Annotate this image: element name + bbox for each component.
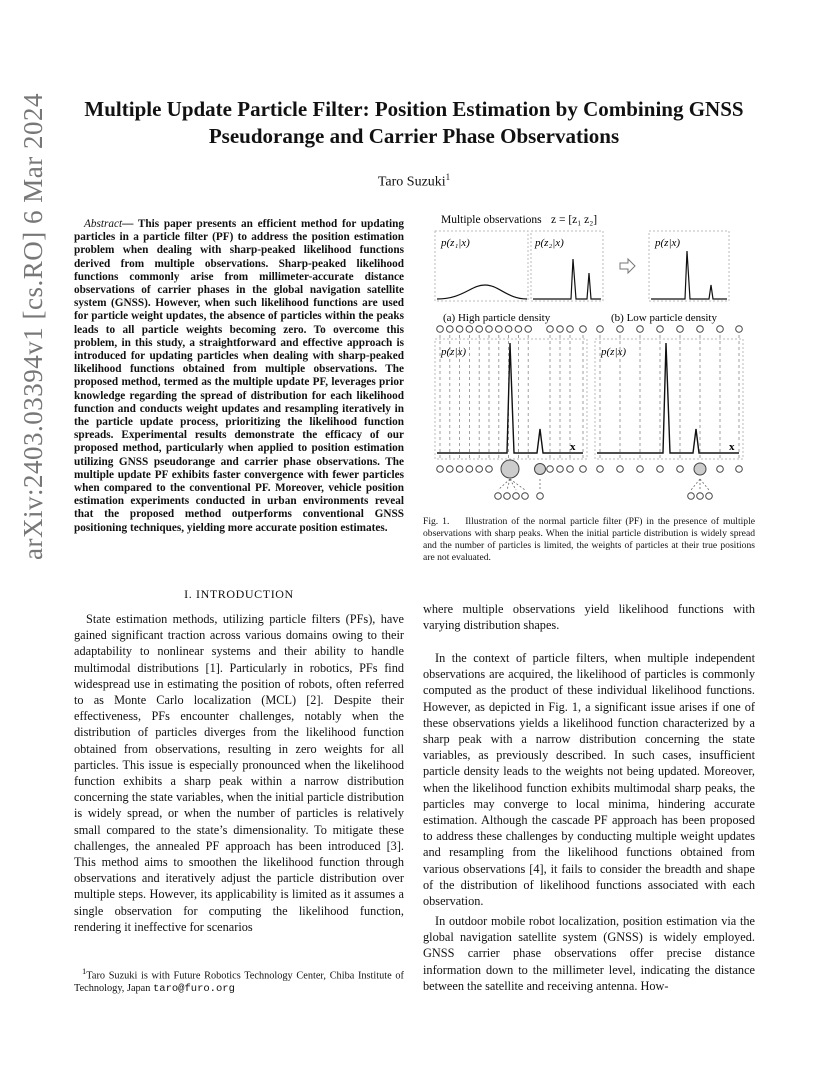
resampled-particle bbox=[522, 493, 529, 500]
figure-1-illustration bbox=[423, 205, 755, 505]
abstract-body: This paper presents an efficient method for updating particles in a particle filter (PF) to address the position estimation problem when dealing with sharp-peaked likelihood functions derived from multiple observations. Sharp-peaked likelihood functions commonly arise from millimeter-accurate distance observations of carrier phases in the global navigation satellite system (GNSS). However, when such likelihood functions are used for particle weight updates, the absence of particles within the peaks leads to all particle weights becoming zero. To overcome this problem, in this study, a straightforward and effective approach is introduced for updating particles when dealing with sharp-peaked likelihood functions obtained from multiple observations. The proposed method, termed as the multiple update PF, leverages prior knowledge regarding the spread of distribution for each likelihood function and conducts weight updates and resampling iteratively in the particle update process, prioritizing the likelihood function spreads. Experimental results demonstrate the efficacy of our proposed method, particularly when applied to position estimation utilizing GNSS pseudorange and carrier phase observations. The multiple update PF exhibits faster convergence with fewer particles when compared to the conventional PF. Moreover, vehicle position estimation experiments conducted in urban environments reveal that the proposed method outperforms conventional GNSS positioning techniques, yielding more accurate position estimates. bbox=[74, 218, 404, 534]
panel-b-likelihood-label: p(z|x) bbox=[601, 346, 627, 358]
particle bbox=[717, 466, 724, 473]
particle bbox=[447, 466, 454, 473]
likelihood-curve-2 bbox=[533, 259, 601, 299]
caption-text: Illustration of the normal particle filter (PF) in the presence of multiple observations with sharp peaks. When the initial particle distribution is widely spread and the number of particles is limited, the weights of particles at their true positions are not evaluated. bbox=[423, 516, 755, 563]
particle bbox=[567, 466, 574, 473]
resampled-particle bbox=[537, 493, 544, 500]
particle bbox=[547, 326, 554, 333]
likelihood-curve-combined bbox=[651, 251, 727, 299]
particle bbox=[476, 466, 483, 473]
particle bbox=[557, 466, 564, 473]
particle bbox=[466, 466, 473, 473]
panel-b-particles-top bbox=[597, 326, 743, 333]
resample-arrow bbox=[691, 479, 700, 490]
particle bbox=[580, 466, 587, 473]
likelihood-label-1: p(z₁|x) bbox=[441, 237, 470, 249]
resampled-particles bbox=[495, 479, 713, 499]
panel-a-particles-top bbox=[437, 326, 587, 333]
particle bbox=[617, 326, 624, 333]
particle bbox=[637, 466, 644, 473]
weighted-particle bbox=[501, 460, 519, 478]
particle bbox=[456, 326, 463, 333]
author-email: taro@furo.org bbox=[152, 982, 235, 995]
particle bbox=[580, 326, 587, 333]
resample-arrow bbox=[510, 479, 516, 490]
resampled-particle bbox=[697, 493, 704, 500]
panel-a-likelihood-label: p(z|x) bbox=[441, 346, 467, 358]
likelihood-label-combined: p(z|x) bbox=[655, 237, 681, 249]
particle bbox=[637, 326, 644, 333]
particle bbox=[717, 326, 724, 333]
introduction-paragraph: State estimation methods, utilizing particle filters (PFs), have gained significant traction across various domains owing to their adaptability to nonlinear systems and their ability to handle multimodal distributions [1]. Particularly in robotics, PFs find widespread use in estimating the position of robots, often referred to as Monte Carlo localization (MCL) [2]. Despite their effectiveness, PFs encounter challenges, notably when the distribution of particles diverges from the likelihood function obtained from observations, resulting in zero weights for all particles. This issue is especially pronounced when the likelihood function exhibits a sharp peak within a narrow distribution concerning the state variables, when the initial particle distribution is widely spread, or when the number of particles is relatively small compared to the state’s dimensionality. To mitigate these challenges, the annealed PF approach has been introduced [3]. This method aims to smoothen the likelihood function through observations and iteratively adjust the particle distribution over multiple steps. However, its applicability is limited as it assumes a single observation for computing the likelihood function, rendering it ineffective for scenarios bbox=[74, 612, 404, 934]
panel-b-label: (b) Low particle density bbox=[611, 312, 717, 324]
particle bbox=[496, 326, 503, 333]
author-line bbox=[0, 172, 828, 191]
resampled-particle bbox=[688, 493, 695, 500]
particle bbox=[456, 466, 463, 473]
particle bbox=[437, 326, 444, 333]
particle bbox=[437, 466, 444, 473]
particle bbox=[657, 466, 664, 473]
particle bbox=[617, 466, 624, 473]
likelihood-label-2: p(z₂|x) bbox=[535, 237, 564, 249]
particle bbox=[677, 466, 684, 473]
caption-label: Fig. 1. bbox=[423, 516, 450, 527]
particle bbox=[447, 326, 454, 333]
panel-b-likelihood-curve bbox=[597, 343, 739, 453]
weighted-particle bbox=[535, 464, 546, 475]
particle bbox=[657, 326, 664, 333]
particle bbox=[515, 326, 522, 333]
particle bbox=[677, 326, 684, 333]
particle bbox=[525, 326, 532, 333]
resampled-particle bbox=[495, 493, 502, 500]
affiliation-footnote bbox=[74, 965, 404, 995]
panel-b-particles-weighted bbox=[597, 463, 743, 475]
particle bbox=[486, 466, 493, 473]
resampled-particle bbox=[513, 493, 520, 500]
arxiv-identifier: arXiv:2403.03394v1 [cs.RO] 6 Mar 2024 bbox=[18, 93, 48, 560]
section-title-introduction: I. INTRODUCTION bbox=[184, 587, 294, 601]
abstract: Abstract— This paper presents an efficient method for updating particles in a particle filter (PF) to address the position estimation problem when dealing with sharp-peaked likelihood functions derived from multiple observations. Sharp-peaked likelihood functions commonly arise from millimeter-accurate distance observations of carrier phases in the global navigation satellite system (GNSS). However, when such likelihood functions are used for particle weight updates, the absence of particles within the peaks leads to all particle weights becoming zero. To overcome this problem, in this study, a straightforward and effective approach is introduced for updating particles when dealing with sharp-peaked likelihood functions obtained from multiple observations. The proposed method, termed as the multiple update PF, leverages prior knowledge regarding the spread of distribution for each likelihood function and conducts weight updates and resampling iteratively in the particle update process, prioritizing the likelihood function spreads. Experimental results demonstrate the efficacy of our proposed method, particularly when applied to position estimation utilizing GNSS pseudorange and carrier phase observations. The multiple update PF exhibits faster convergence with fewer particles when compared to the conventional PF. Moreover, vehicle position estimation experiments conducted in urban environments reveal that the proposed method outperforms conventional GNSS positioning techniques, yielding more accurate position estimates. bbox=[74, 218, 404, 534]
author-affiliation-mark: 1 bbox=[445, 172, 451, 182]
particle bbox=[736, 326, 743, 333]
paper-title: Multiple Update Particle Filter: Position Estimation by Combining GNSS Pseudorange and Carrier Phase Observations bbox=[84, 97, 744, 148]
figure-1 bbox=[423, 205, 755, 505]
panel-a-label: (a) High particle density bbox=[443, 312, 551, 324]
particle bbox=[486, 326, 493, 333]
likelihood-curve-1 bbox=[437, 285, 527, 299]
particle bbox=[567, 326, 574, 333]
resample-arrow bbox=[700, 479, 709, 490]
right-column-paragraph-1: where multiple observations yield likelihood functions with varying distribution shapes. bbox=[423, 602, 755, 633]
figure-caption bbox=[423, 516, 755, 564]
resample-arrow bbox=[507, 479, 510, 490]
particle bbox=[736, 466, 743, 473]
resampled-particle bbox=[706, 493, 713, 500]
weighted-particle bbox=[694, 463, 706, 475]
author-name: Taro Suzuki bbox=[377, 174, 446, 190]
figure-top-label: Multiple observations bbox=[441, 214, 542, 226]
arrow-right-icon bbox=[620, 259, 635, 273]
particle bbox=[476, 326, 483, 333]
panel-a-x-label: x bbox=[570, 441, 576, 453]
right-column-paragraph-2: In the context of particle filters, when multiple independent observations are acquired, the likelihood of particles is commonly computed as the product of these individual likelihood functions. However, as depicted in Fig. 1, a significant issue arises if one of these observations yields a likelihood function characterized by a sharp peak with a narrow distribution concerning the state variables, as previously described. In such cases, insufficient particle density leads to the weights not being updated. Moreover, when the likelihood function exhibits multimodal sharp peaks, the particles may converge to local minima, hindering accurate estimation. Although the cascade PF approach has been proposed to address these challenges by conducting multiple weight updates and resampling from the likelihood functions obtained from various observations [4], it fails to consider the breadth and shape of the distribution of likelihood functions associated with each observation. bbox=[423, 651, 755, 909]
particle bbox=[466, 326, 473, 333]
particle bbox=[597, 326, 604, 333]
particle bbox=[557, 326, 564, 333]
panel-a-likelihood-curve bbox=[437, 343, 583, 453]
footnote-text: Taro Suzuki is with Future Robotics Technology Center, Chiba Institute of Technology, Japan bbox=[74, 970, 404, 994]
figure-z-vector: z = [z₁ z₂] bbox=[551, 214, 598, 226]
particle bbox=[505, 326, 512, 333]
abstract-label: Abstract bbox=[84, 218, 123, 230]
resample-arrow bbox=[510, 479, 525, 490]
footnote-mark: 1 bbox=[82, 966, 87, 976]
panel-b-x-label: x bbox=[729, 441, 735, 453]
particle bbox=[597, 466, 604, 473]
right-column-paragraph-3: In outdoor mobile robot localization, position estimation via the global navigation satellite system (GNSS) is widely employed. GNSS carrier phase observations offer precise distance information down to the millimeter level, indicating the distance between the satellite and receiving antenna. How- bbox=[423, 914, 755, 993]
particle bbox=[547, 466, 554, 473]
resampled-particle bbox=[504, 493, 511, 500]
panel-a-particles-weighted bbox=[437, 460, 587, 478]
particle bbox=[697, 326, 704, 333]
